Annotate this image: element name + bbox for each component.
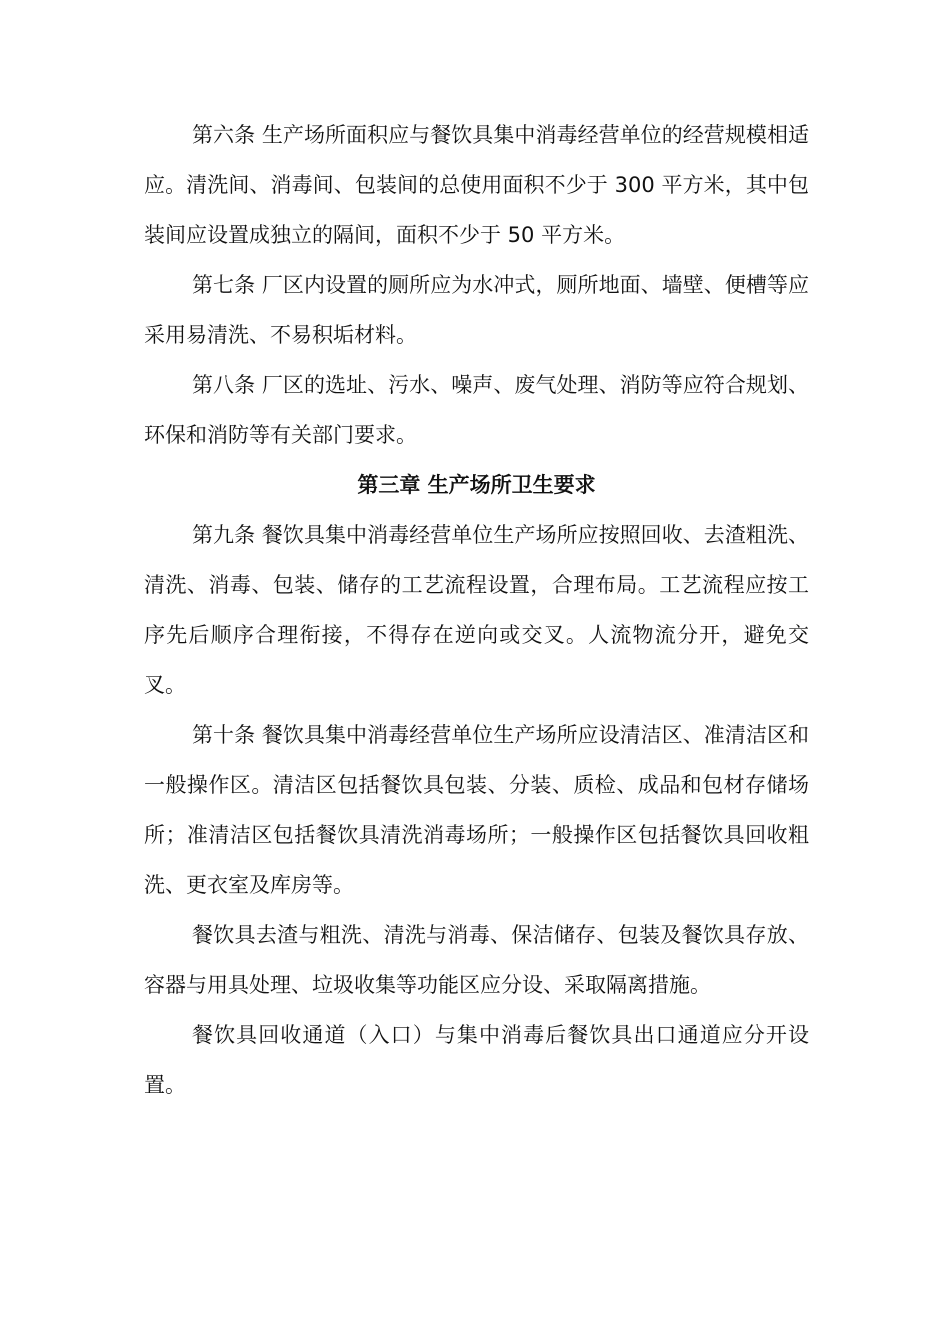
- article-10-paragraph: 第十条 餐饮具集中消毒经营单位生产场所应设清洁区、准清洁区和一般操作区。清洁区包括餐饮具包装、分装、质检、成品和包材存储场所；准清洁区包括餐饮具清洗消毒场所；一般操作区包括餐饮具回收粗洗、更衣室及库房等。: [144, 723, 809, 897]
- channels-paragraph: 餐饮具回收通道（入口）与集中消毒后餐饮具出口通道应分开设置。: [144, 1023, 809, 1097]
- document-page: [144, 110, 809, 1110]
- article-6-paragraph: 第六条 生产场所面积应与餐饮具集中消毒经营单位的经营规模相适应。清洗间、消毒间、包装间的总使用面积不少于 300 平方米，其中包装间应设置成独立的隔间，面积不少于 50 平方米。: [144, 123, 809, 247]
- article-7-paragraph: 第七条 厂区内设置的厕所应为水冲式，厕所地面、墙壁、便槽等应采用易清洗、不易积垢材料。: [144, 273, 809, 347]
- article-8-paragraph: 第八条 厂区的选址、污水、噪声、废气处理、消防等应符合规划、环保和消防等有关部门要求。: [144, 373, 809, 447]
- chapter-title: 第三章 生产场所卫生要求: [357, 473, 596, 497]
- article-9-paragraph: 第九条 餐饮具集中消毒经营单位生产场所应按照回收、去渣粗洗、清洗、消毒、包装、储存的工艺流程设置，合理布局。工艺流程应按工序先后顺序合理衔接，不得存在逆向或交叉。人流物流分开，避免交叉。: [144, 523, 809, 697]
- functional-areas-paragraph: 餐饮具去渣与粗洗、清洗与消毒、保洁储存、包装及餐饮具存放、容器与用具处理、垃圾收集等功能区应分设、采取隔离措施。: [144, 923, 809, 997]
